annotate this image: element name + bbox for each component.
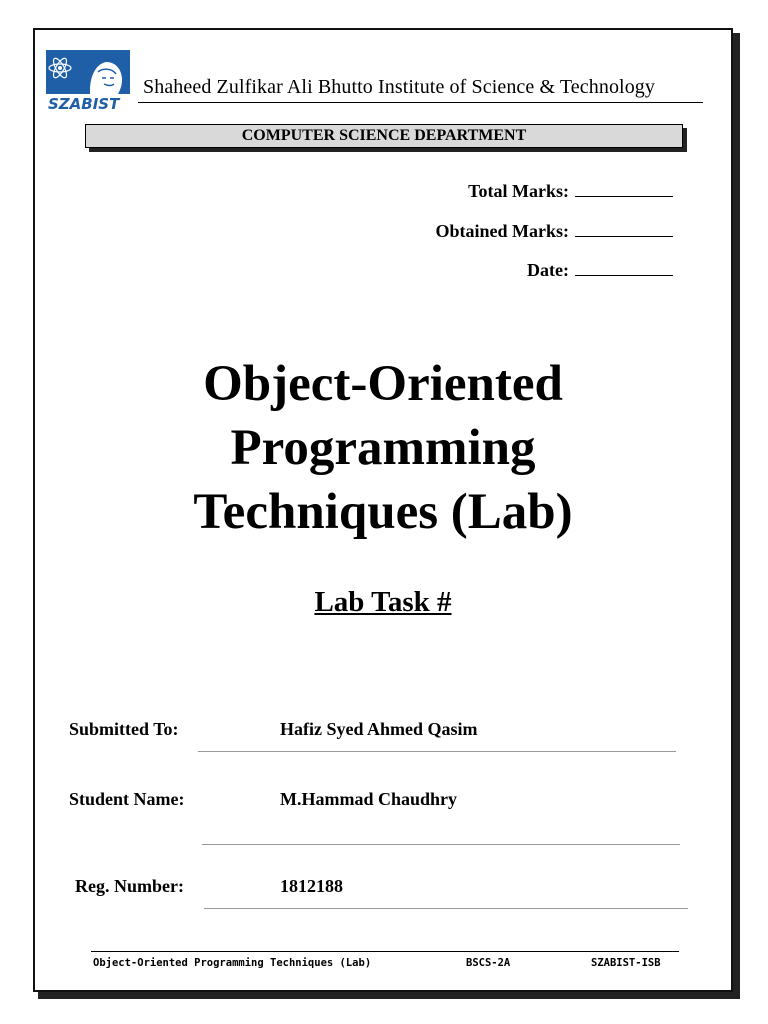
- total-marks-label: Total Marks:: [468, 181, 569, 201]
- date-label: Date:: [527, 260, 569, 280]
- student-name-value: M.Hammad Chaudhry: [280, 789, 458, 809]
- student-name-underline: [202, 844, 680, 845]
- footer-class: BSCS-2A: [466, 957, 511, 969]
- department-banner: COMPUTER SCIENCE DEPARTMENT: [85, 124, 683, 148]
- szabist-logo: [46, 50, 130, 112]
- institute-rule: [138, 102, 703, 103]
- course-title-line2: Programming: [230, 420, 536, 476]
- submitted-to-label: Submitted To:: [69, 719, 179, 739]
- obtained-marks-field[interactable]: [575, 222, 673, 237]
- reg-number-label: Reg. Number:: [75, 876, 184, 896]
- course-title: [35, 352, 731, 544]
- date-field[interactable]: [575, 261, 673, 276]
- date-row: [527, 260, 673, 281]
- obtained-marks-row: [435, 221, 673, 242]
- lab-task-heading: Lab Task #: [314, 586, 452, 618]
- total-marks-field[interactable]: [575, 182, 673, 197]
- footer-rule: [91, 951, 679, 952]
- footer-campus: SZABIST-ISB: [591, 957, 661, 969]
- footer-course: Object-Oriented Programming Techniques (Lab): [93, 957, 372, 969]
- total-marks-row: [468, 181, 673, 202]
- logo-text: SZABIST: [48, 95, 120, 112]
- submitted-to-value: Hafiz Syed Ahmed Qasim: [280, 719, 478, 739]
- submitted-to-underline: [198, 751, 676, 752]
- institute-name: Shaheed Zulfikar Ali Bhutto Institute of Science & Technology: [143, 76, 656, 98]
- reg-number-underline: [204, 908, 688, 909]
- obtained-marks-label: Obtained Marks:: [435, 221, 569, 241]
- course-title-line3: Techniques (Lab): [193, 484, 573, 540]
- course-title-line1: Object-Oriented: [203, 356, 563, 412]
- cover-page: [33, 28, 733, 992]
- reg-number-value: 1812188: [280, 876, 343, 896]
- student-name-label: Student Name:: [69, 789, 185, 809]
